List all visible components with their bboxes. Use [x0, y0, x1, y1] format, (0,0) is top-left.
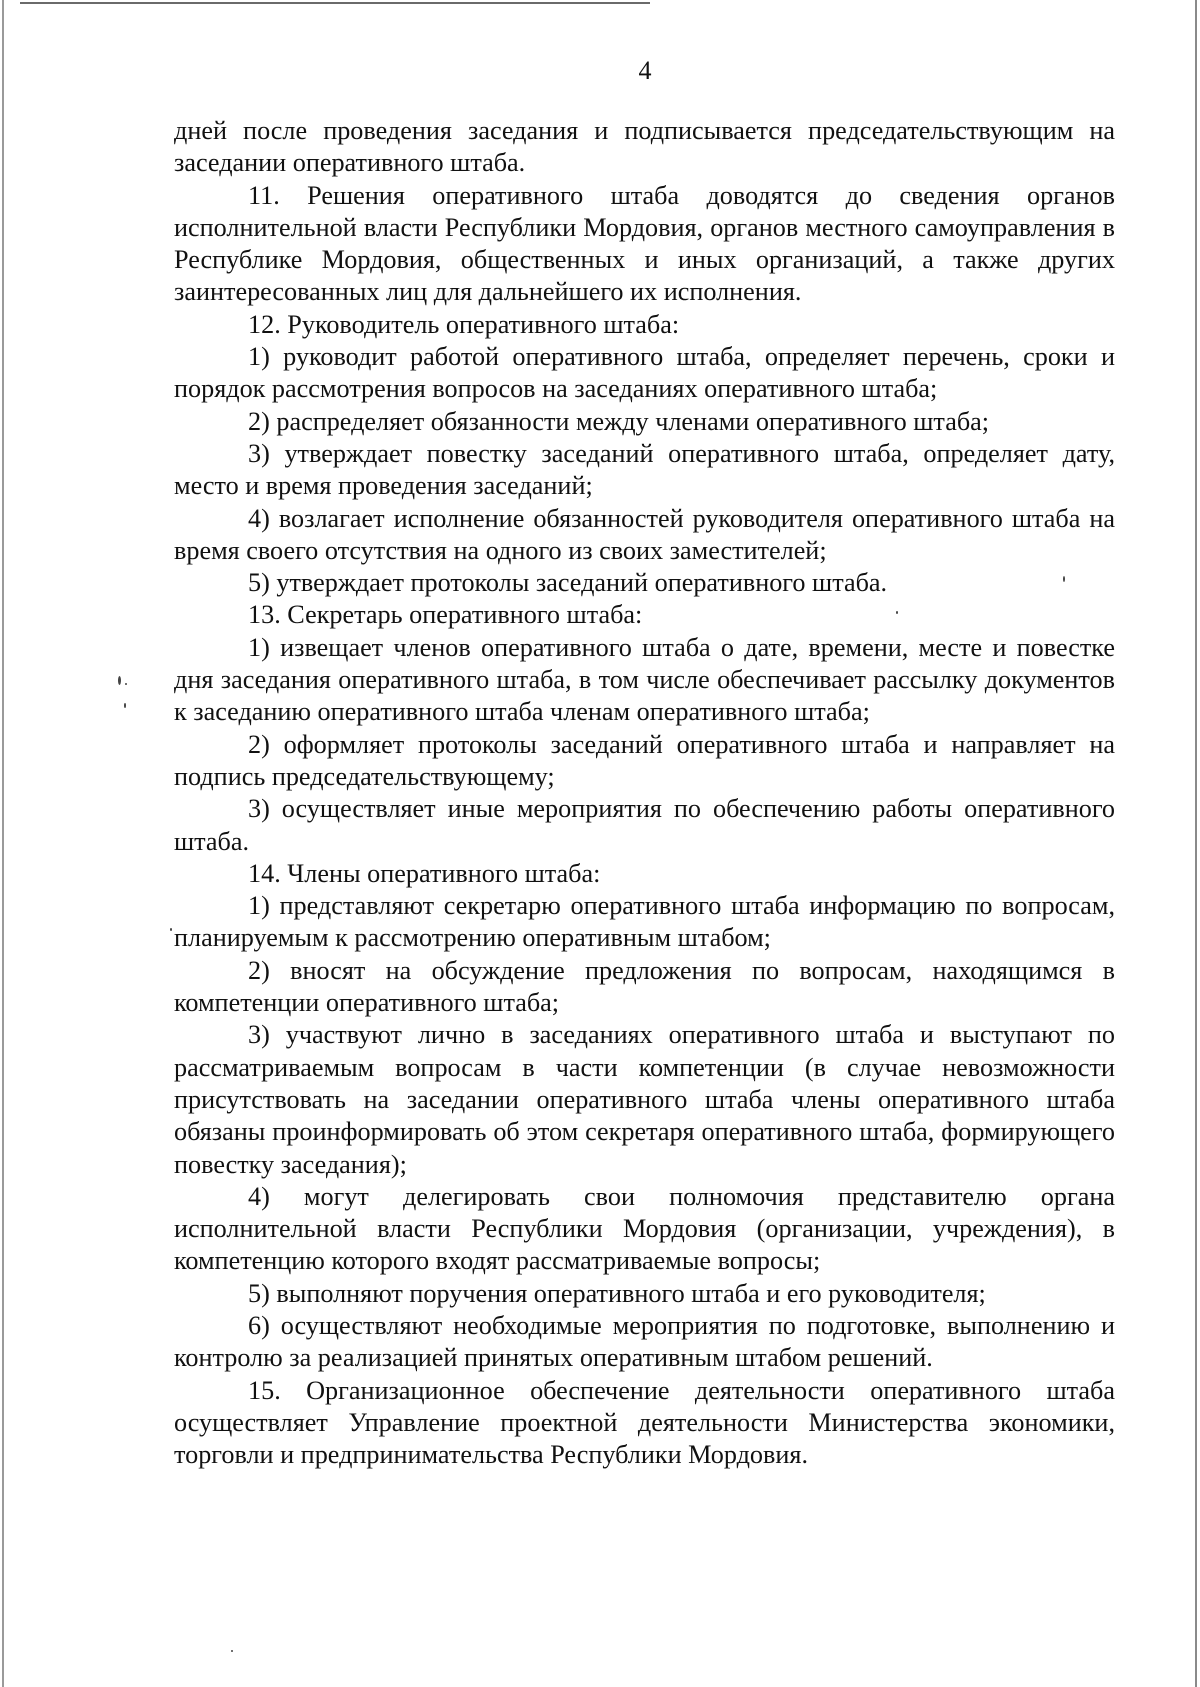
paragraph-14-item-5: 5) выполняют поручения оперативного штаба и его руководителя;: [248, 1278, 986, 1308]
paragraph-14-item-4: 4) могут делегировать свои полномочия представителю органа исполнительной власти Республики Мордовия (организации, учреждения), в компетенцию которого входят рассматриваемые вопросы;: [174, 1181, 1115, 1276]
paragraph-10-continuation: дней после проведения заседания и подписывается председательствующим на заседании оперативного штаба.: [174, 116, 1115, 178]
paragraph-15: 15. Организационное обеспечение деятельности оперативного штаба осуществляет Управление проектной деятельности Министерства экономики, торговли и предпринимательства Республики Мордовия.: [174, 1375, 1115, 1470]
paragraph-13-heading: 13. Секретарь оперативного штаба:: [248, 600, 643, 630]
paragraph-12-item-1: 1) руководит работой оперативного штаба, определяет перечень, сроки и порядок рассмотрения вопросов на заседаниях оперативного штаба;: [174, 342, 1115, 404]
paragraph-14-item-2: 2) вносят на обсуждение предложения по вопросам, находящимся в компетенции оперативного штаба;: [174, 955, 1115, 1018]
scan-edge-right: [1195, 0, 1197, 1687]
paragraph-12-item-2: 2) распределяет обязанности между членами оперативного штаба;: [248, 406, 990, 436]
paragraph-13-item-2: 2) оформляет протоколы заседаний оперативного штаба и направляет на подпись председательствующему;: [174, 729, 1115, 791]
paragraph-14-heading: 14. Члены оперативного штаба:: [248, 858, 601, 888]
paragraph-12-item-4: 4) возлагает исполнение обязанностей руководителя оперативного штаба на время своего отсутствия на одного из своих заместителей;: [174, 503, 1115, 565]
scan-speck: [124, 703, 126, 708]
paragraph-11: 11. Решения оперативного штаба доводятся до сведения органов исполнительной власти Республики Мордовия, органов местного самоуправления в Республике Мордовия, общественных и иных организаций, а также других заинтересованных лиц для дальнейшего их исполнения.: [174, 180, 1115, 307]
document-body: [174, 115, 1115, 1471]
page-number: 4: [638, 56, 652, 85]
scan-edge-top: [20, 2, 650, 4]
scan-speck: [231, 1650, 233, 1652]
scan-speck: [125, 683, 127, 685]
scan-speck: [170, 928, 172, 931]
paragraph-12-heading: 12. Руководитель оперативного штаба:: [248, 309, 680, 339]
paragraph-13-item-3: 3) осуществляет иные мероприятия по обеспечению работы оперативного штаба.: [174, 794, 1115, 856]
scan-edge-left: [2, 0, 4, 1687]
scan-speck: [118, 676, 121, 685]
paragraph-14-item-6: 6) осуществляют необходимые мероприятия по подготовке, выполнению и контролю за реализацией принятых оперативным штабом решений.: [174, 1310, 1115, 1373]
paragraph-14-item-3: 3) участвуют лично в заседаниях оперативного штаба и выступают по рассматриваемым вопросам в части компетенции (в случае невозможности присутствовать на заседании оперативного штаба члены оперативного штаба обязаны проинформировать об этом секретаря оперативного штаба, формирующего повестку заседания);: [174, 1020, 1115, 1179]
paragraph-12-item-3: 3) утверждает повестку заседаний оперативного штаба, определяет дату, место и время проведения заседаний;: [174, 438, 1115, 501]
paragraph-14-item-1: 1) представляют секретарю оперативного штаба информацию по вопросам, планируемым к рассмотрению оперативным штабом;: [174, 891, 1115, 953]
paragraph-13-item-1: 1) извещает членов оперативного штаба о дате, времени, месте и повестке дня заседания оперативного штаба, в том числе обеспечивает рассылку документов к заседанию оперативного штаба членам оперативного штаба;: [174, 632, 1115, 727]
paragraph-12-item-5: 5) утверждает протоколы заседаний оперативного штаба.: [248, 568, 888, 598]
